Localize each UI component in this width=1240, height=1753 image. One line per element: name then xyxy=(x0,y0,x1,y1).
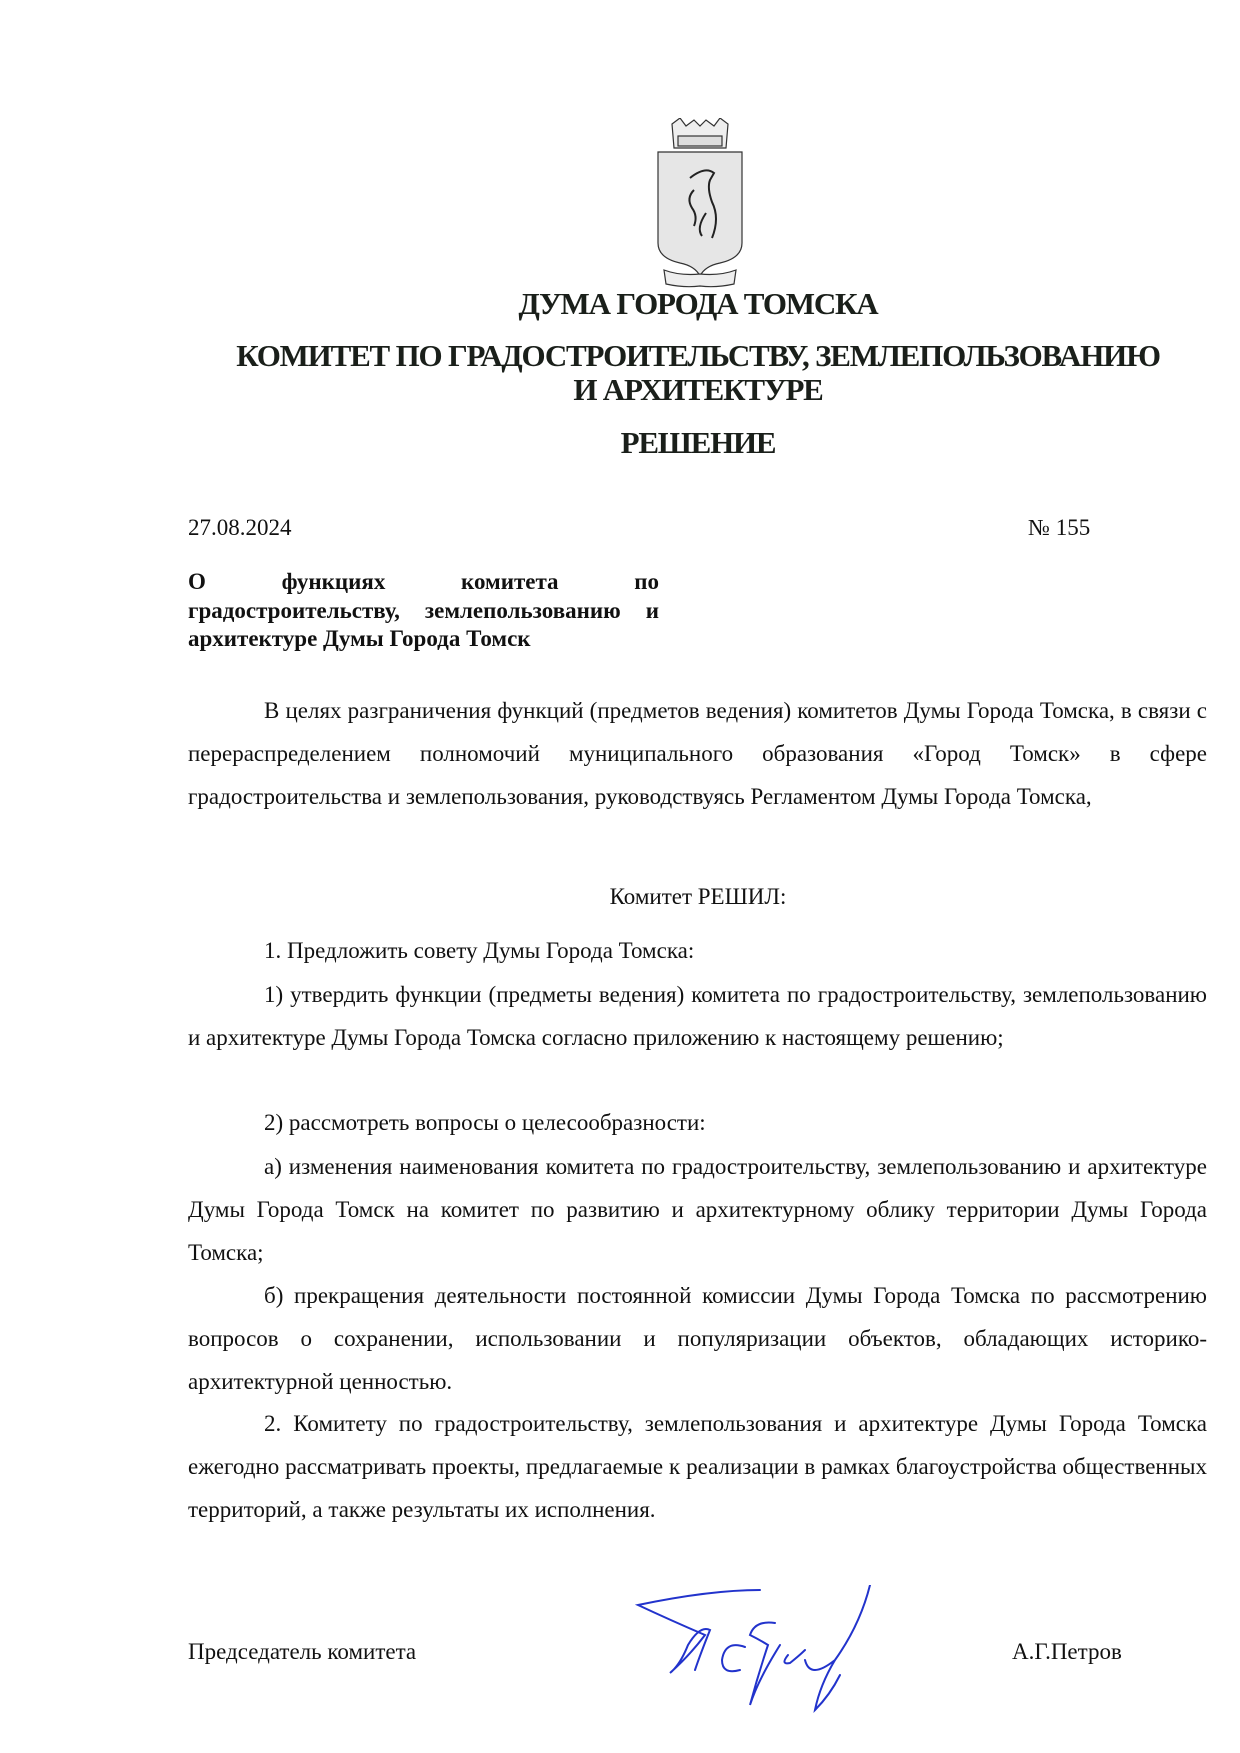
item-1: 1. Предложить совету Думы Города Томска: xyxy=(264,938,695,963)
duma-title: ДУМА ГОРОДА ТОМСКА xyxy=(518,286,878,321)
document-number: № 155 xyxy=(1028,515,1091,540)
item-1-2-b: б) прекращения деятельности постоянной комиссии Думы Города Томска по рассмотрению вопросов о сохранении, использовании и популяризации объектов, обладающих историко-архитектурной ценностью. xyxy=(188,1283,1207,1394)
resolved-heading: Комитет РЕШИЛ: xyxy=(609,884,787,909)
committee-title-line2: И АРХИТЕКТУРЕ xyxy=(573,372,823,407)
emblem xyxy=(650,118,750,288)
item-1-2: 2) рассмотреть вопросы о целесообразности: xyxy=(264,1110,706,1135)
document-type: РЕШЕНИЕ xyxy=(620,425,776,460)
document-date: 27.08.2024 xyxy=(188,515,292,540)
coat-of-arms-icon xyxy=(650,118,750,288)
committee-title-line1: КОМИТЕТ ПО ГРАДОСТРОИТЕЛЬСТВУ, ЗЕМЛЕПОЛЬЗОВАНИЮ xyxy=(236,338,1160,373)
signatory-position: Председатель комитета xyxy=(188,1639,417,1664)
item-1-1: 1) утвердить функции (предметы ведения) комитета по градостроительству, землепользованию и архитектуре Думы Города Томска согласно приложению к настоящему решению; xyxy=(188,982,1207,1050)
preamble: В целях разграничения функций (предметов ведения) комитетов Думы Города Томска, в связи с перераспределением полномочий муниципального образования «Город Томск» в сфере градостроительства и землепользования, руководствуясь Регламентом Думы Города Томска, xyxy=(188,698,1207,809)
document-subject: О функциях комитета по градостроительству, землепользованию и архитектуре Думы Города Томск xyxy=(188,569,659,651)
item-2: 2. Комитету по градостроительству, землепользования и архитектуре Думы Города Томска ежегодно рассматривать проекты, предлагаемые к реализации в рамках благоустройства общественных территорий, а также результаты их исполнения. xyxy=(188,1411,1207,1522)
handwritten-signature xyxy=(630,1585,890,1715)
signatory-name: А.Г.Петров xyxy=(1012,1639,1122,1664)
item-1-2-a: а) изменения наименования комитета по градостроительству, землепользованию и архитектуре Думы Города Томск на комитет по развитию и архитектурному облику территории Думы Города Томска; xyxy=(188,1154,1207,1265)
